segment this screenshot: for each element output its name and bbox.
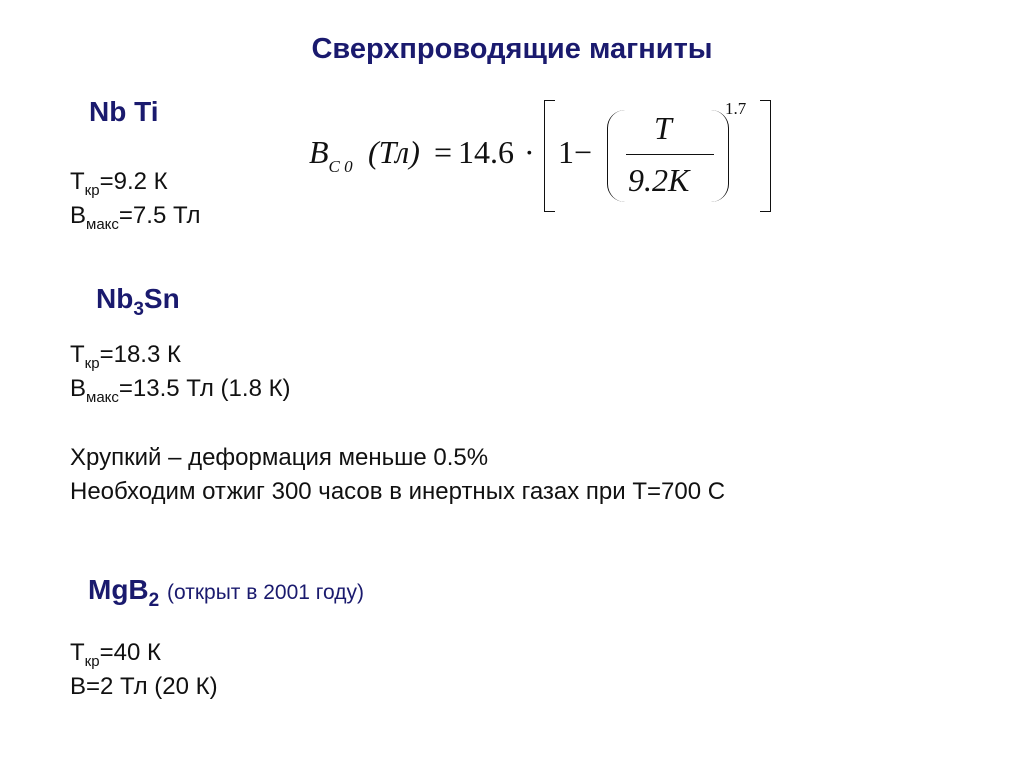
tc-value: =18.3 К (99, 341, 181, 368)
tc-subscript: кр (84, 355, 100, 372)
b-value: =13.5 Тл (1.8 К) (118, 375, 291, 402)
tc-symbol: T (70, 341, 85, 368)
b-symbol: B (70, 202, 87, 229)
left-parenthesis (607, 110, 626, 202)
tc-symbol: T (70, 639, 85, 666)
right-square-bracket (760, 100, 771, 212)
b-subscript: макс (86, 389, 119, 406)
mgb2-discovery-note: (открыт в 2001 году) (167, 581, 364, 604)
formula-coefficient: 14.6 (458, 134, 514, 170)
fraction-denominator: 9.2К (628, 162, 690, 198)
nb3sn-brittleness-note: Хрупкий – деформация меньше 0.5% (70, 444, 489, 471)
tc-value: =9.2 К (99, 168, 168, 195)
formula-dot: · (524, 134, 535, 170)
formula-equals: = (434, 134, 453, 170)
nb3sn-annealing-note: Необходим отжиг 300 часов в инертных газах при T=700 C (70, 478, 726, 505)
page-title: Сверхпроводящие магниты (311, 33, 713, 65)
formula-one-minus: 1− (558, 134, 593, 170)
tc-symbol: T (70, 168, 85, 195)
mgb2-field-line: B=2 Тл (20 К) (70, 673, 218, 700)
b-subscript: макс (86, 216, 119, 233)
b-symbol: B (70, 375, 87, 402)
right-parenthesis (710, 110, 729, 202)
formula-lhs-argument: (Тл) (368, 134, 420, 170)
critical-field-formula (306, 96, 781, 220)
tc-subscript: кр (84, 653, 100, 670)
nbti-bmax-line (70, 199, 201, 242)
nbti-heading: Nb Ti (89, 96, 159, 127)
left-square-bracket (544, 100, 555, 212)
fraction-bar (626, 154, 714, 155)
nb3sn-bmax-line (70, 372, 291, 415)
formula-lhs: $B_{C 0}$ (309, 134, 353, 176)
mgb2-heading: MgB$_2$ (открыт в 2001 году) (88, 574, 364, 611)
tc-value: =40 К (99, 639, 161, 666)
nb3sn-heading: $Nb_3Sn$ (96, 283, 180, 320)
tc-subscript: кр (84, 182, 100, 199)
b-value: =7.5 Тл (118, 202, 201, 229)
formula-exponent: 1.7 (725, 99, 747, 118)
fraction-numerator: T (654, 110, 672, 146)
